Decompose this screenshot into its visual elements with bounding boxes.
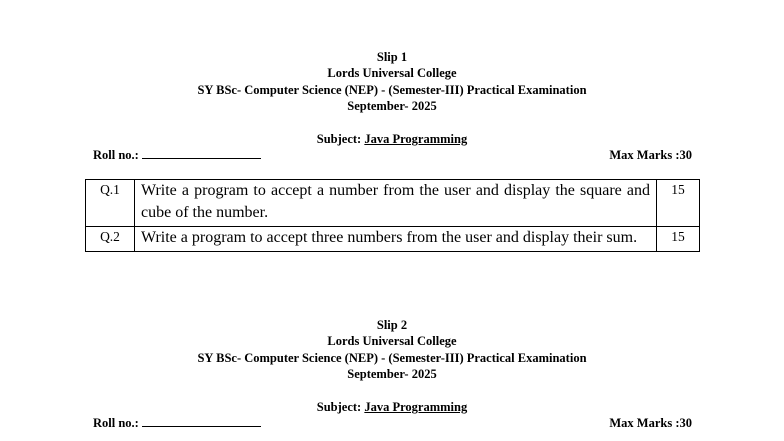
subject-label: Subject: (316, 132, 362, 147)
subject-value: Java Programming (364, 400, 468, 415)
slip-2 (0, 317, 784, 431)
question-marks: 15 (657, 227, 700, 252)
subject-line (0, 399, 784, 415)
subject-line (0, 131, 784, 147)
question-number: Q.2 (86, 227, 135, 252)
slip-1 (0, 49, 784, 163)
table-row (86, 227, 700, 252)
max-marks: Max Marks :30 (609, 148, 692, 163)
question-number: Q.1 (86, 180, 135, 227)
course-name: SY BSc- Computer Science (NEP) - (Semester-III) Practical Examination (197, 82, 587, 97)
roll-label: Roll no.: (93, 148, 139, 163)
meta-row (0, 415, 784, 431)
college-name: Lords Universal College (327, 66, 457, 81)
max-marks: Max Marks :30 (609, 416, 692, 431)
slip-title: Slip 2 (376, 318, 408, 332)
exam-session: September- 2025 (347, 98, 437, 113)
question-marks: 15 (657, 180, 700, 227)
table-row (86, 180, 700, 227)
question-text: Write a program to accept three numbers from the user and display their sum. (135, 227, 657, 252)
roll-blank-line (142, 415, 261, 427)
roll-label: Roll no.: (93, 416, 139, 431)
roll-number-field (93, 147, 261, 163)
subject-label: Subject: (316, 400, 362, 415)
question-text: Write a program to accept a number from the user and display the square and cube of the number. (135, 180, 657, 227)
meta-row (0, 147, 784, 163)
exam-session: September- 2025 (347, 366, 437, 381)
slip-title: Slip 1 (376, 50, 408, 64)
subject-value: Java Programming (364, 132, 468, 147)
roll-blank-line (142, 147, 261, 159)
course-name: SY BSc- Computer Science (NEP) - (Semester-III) Practical Examination (197, 350, 587, 365)
college-name: Lords Universal College (327, 334, 457, 349)
questions-table (85, 179, 700, 252)
roll-number-field (93, 415, 261, 431)
